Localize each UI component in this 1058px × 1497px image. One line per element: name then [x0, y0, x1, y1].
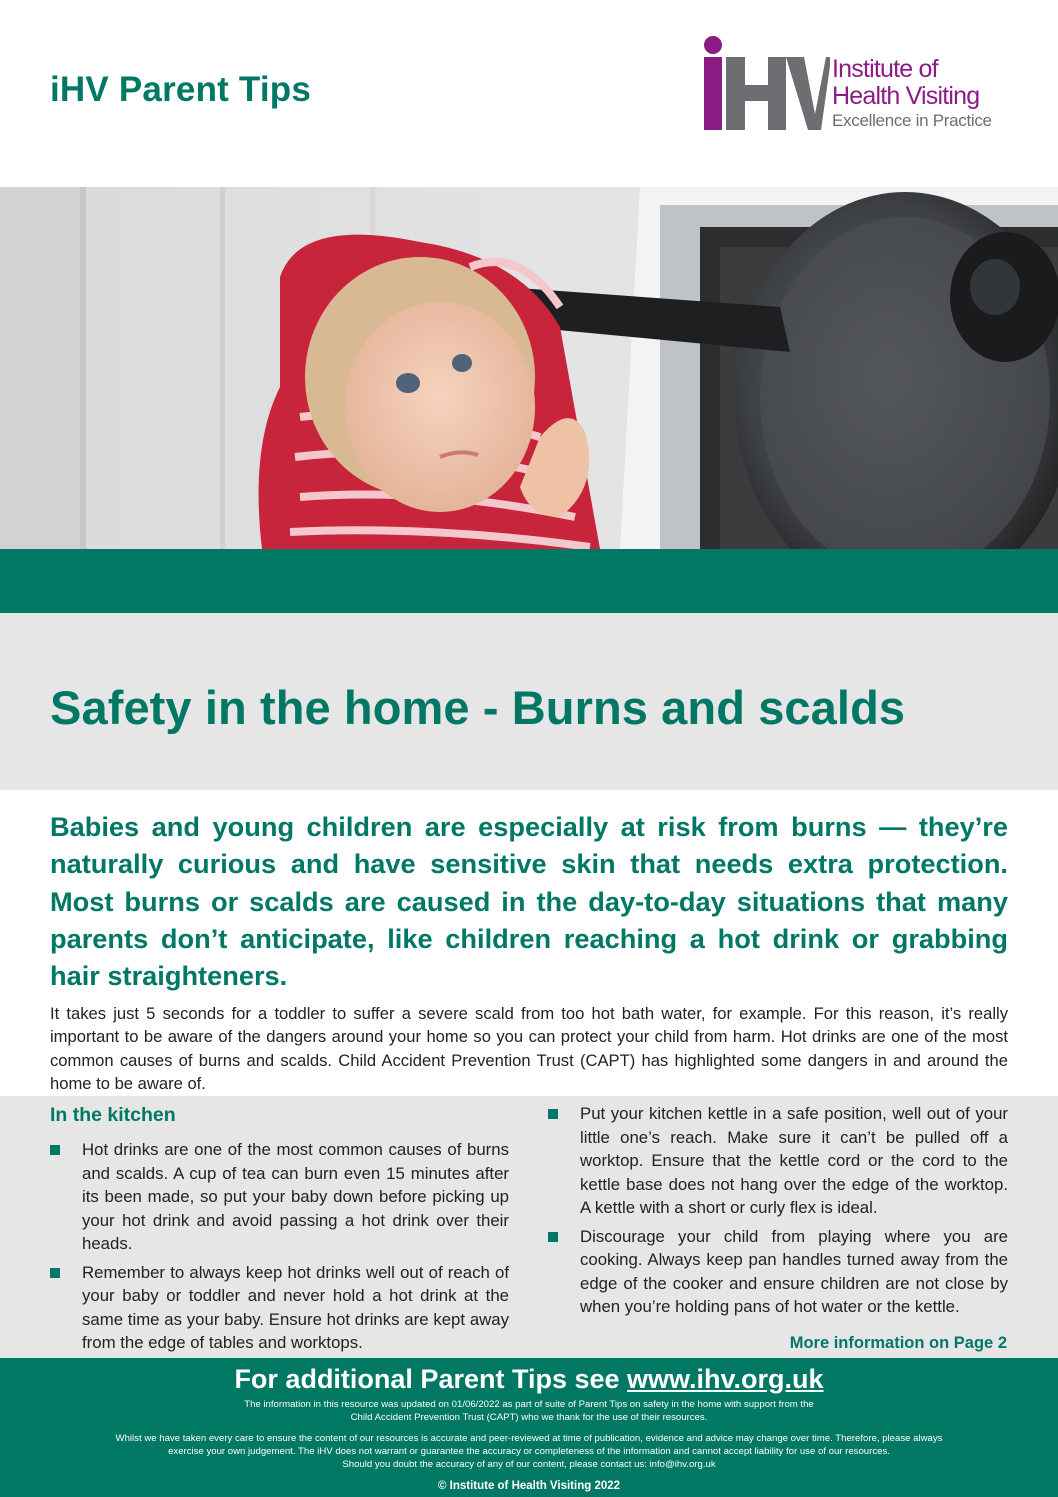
square-bullet-icon: [548, 1109, 558, 1119]
section-heading-kitchen: In the kitchen: [50, 1104, 176, 1126]
page-header: [0, 0, 1058, 187]
tip-item: [50, 1261, 509, 1355]
green-band: [0, 549, 1058, 613]
hero-photo-child-near-pan: [0, 187, 1058, 549]
title-band: [0, 613, 1058, 790]
kitchen-tips-box: [0, 1096, 1058, 1358]
disclaimer-line: Should you doubt the accuracy of any of our content, please contact us: info@ihv.org.uk: [342, 1459, 716, 1470]
logo-line-2: Health Visiting: [832, 82, 980, 110]
tips-column-left: [50, 1138, 509, 1360]
page-footer: [0, 1358, 1058, 1497]
copyright: © Institute of Health Visiting 2022: [437, 1480, 621, 1492]
more-info-link[interactable]: More information on Page 2: [789, 1334, 1007, 1352]
ihv-logo-wordmark: [832, 56, 992, 132]
square-bullet-icon: [50, 1268, 60, 1278]
tips-column-right: [548, 1102, 1008, 1324]
update-note-line: Child Accident Prevention Trust (CAPT) who we thank for the use of their resources.: [350, 1412, 708, 1423]
logo-line-1: Institute of: [832, 55, 938, 83]
tip-text: Hot drinks are one of the most common causes of burns and scalds. A cup of tea can burn even 15 minutes after its been made, so put your baby down before picking up your hot drink and avoid passing a hot drink over their heads.: [82, 1140, 509, 1253]
update-note-line: The information in this resource was updated on 01/06/2022 as part of suite of Parent Tips on safety in the home with support from the: [244, 1399, 814, 1410]
footer-headline: [0, 1362, 1058, 1396]
tip-text: Discourage your child from playing where you are cooking. Always keep pan handles turned away from the edge of the cooker and ensure children are not close by when you’re holding pans of hot water or the kettle.: [580, 1226, 1008, 1316]
ihv-logo-letters: iHV: [700, 36, 702, 37]
square-bullet-icon: [50, 1145, 60, 1155]
ihv-logo: [700, 36, 1000, 136]
disclaimer-line: Whilst we have taken every care to ensure the content of our resources is accurate and peer-reviewed at time of publication, evidence and advice may change over time. Therefore, please always: [115, 1433, 943, 1444]
tip-text: Put your kitchen kettle in a safe position, well out of your little one’s reach. Make sure it can’t be pulled off a worktop. Ensure that the kettle cord or the cord to the kettle base does not hang over the edge of the worktop. A kettle with a short or curly flex is ideal.: [580, 1104, 1008, 1217]
footer-headline-text: For additional Parent Tips see: [234, 1364, 628, 1394]
disclaimer-line: exercise your own judgement. The iHV does not warrant or guarantee the accuracy or completeness of the information and cannot accept liability for use of our resources.: [168, 1446, 890, 1457]
series-title: iHV Parent Tips: [50, 70, 312, 109]
intro-paragraph: Babies and young children are especially at risk from burns — they’re naturally curious and have sensitive skin that needs extra protection. Most burns or scalds are caused in the day-to-day situations that many parents don’t anticipate, like children reaching a hot drink or grabbing hair straighteners.: [50, 811, 1008, 992]
ihv-website-link[interactable]: www.ihv.org.uk: [627, 1364, 824, 1394]
tip-text: Remember to always keep hot drinks well out of reach of your baby or toddler and never hold a hot drink at the same time as your baby. Ensure hot drinks are kept away from the edge of tables and worktops.: [82, 1262, 509, 1352]
tip-item: [50, 1138, 509, 1256]
body-paragraph: It takes just 5 seconds for a toddler to suffer a severe scald from too hot bath water, for example. For this reason, it’s really important to be aware of the dangers around your home so you can protect your child from harm. Hot drinks are one of the most common causes of burns and scalds. Child Accident Prevention Trust (CAPT) has highlighted some dangers in and around the home to be aware of.: [50, 1004, 1008, 1094]
page-title: Safety in the home - Burns and scalds: [50, 681, 906, 734]
disclaimer: [20, 1432, 1038, 1471]
tip-item: [548, 1225, 1008, 1319]
tip-item: [548, 1102, 1008, 1220]
update-note: [20, 1398, 1038, 1424]
ihv-logo-mark: [700, 36, 830, 136]
logo-line-3: Excellence in Practice: [832, 111, 992, 130]
square-bullet-icon: [548, 1232, 558, 1242]
